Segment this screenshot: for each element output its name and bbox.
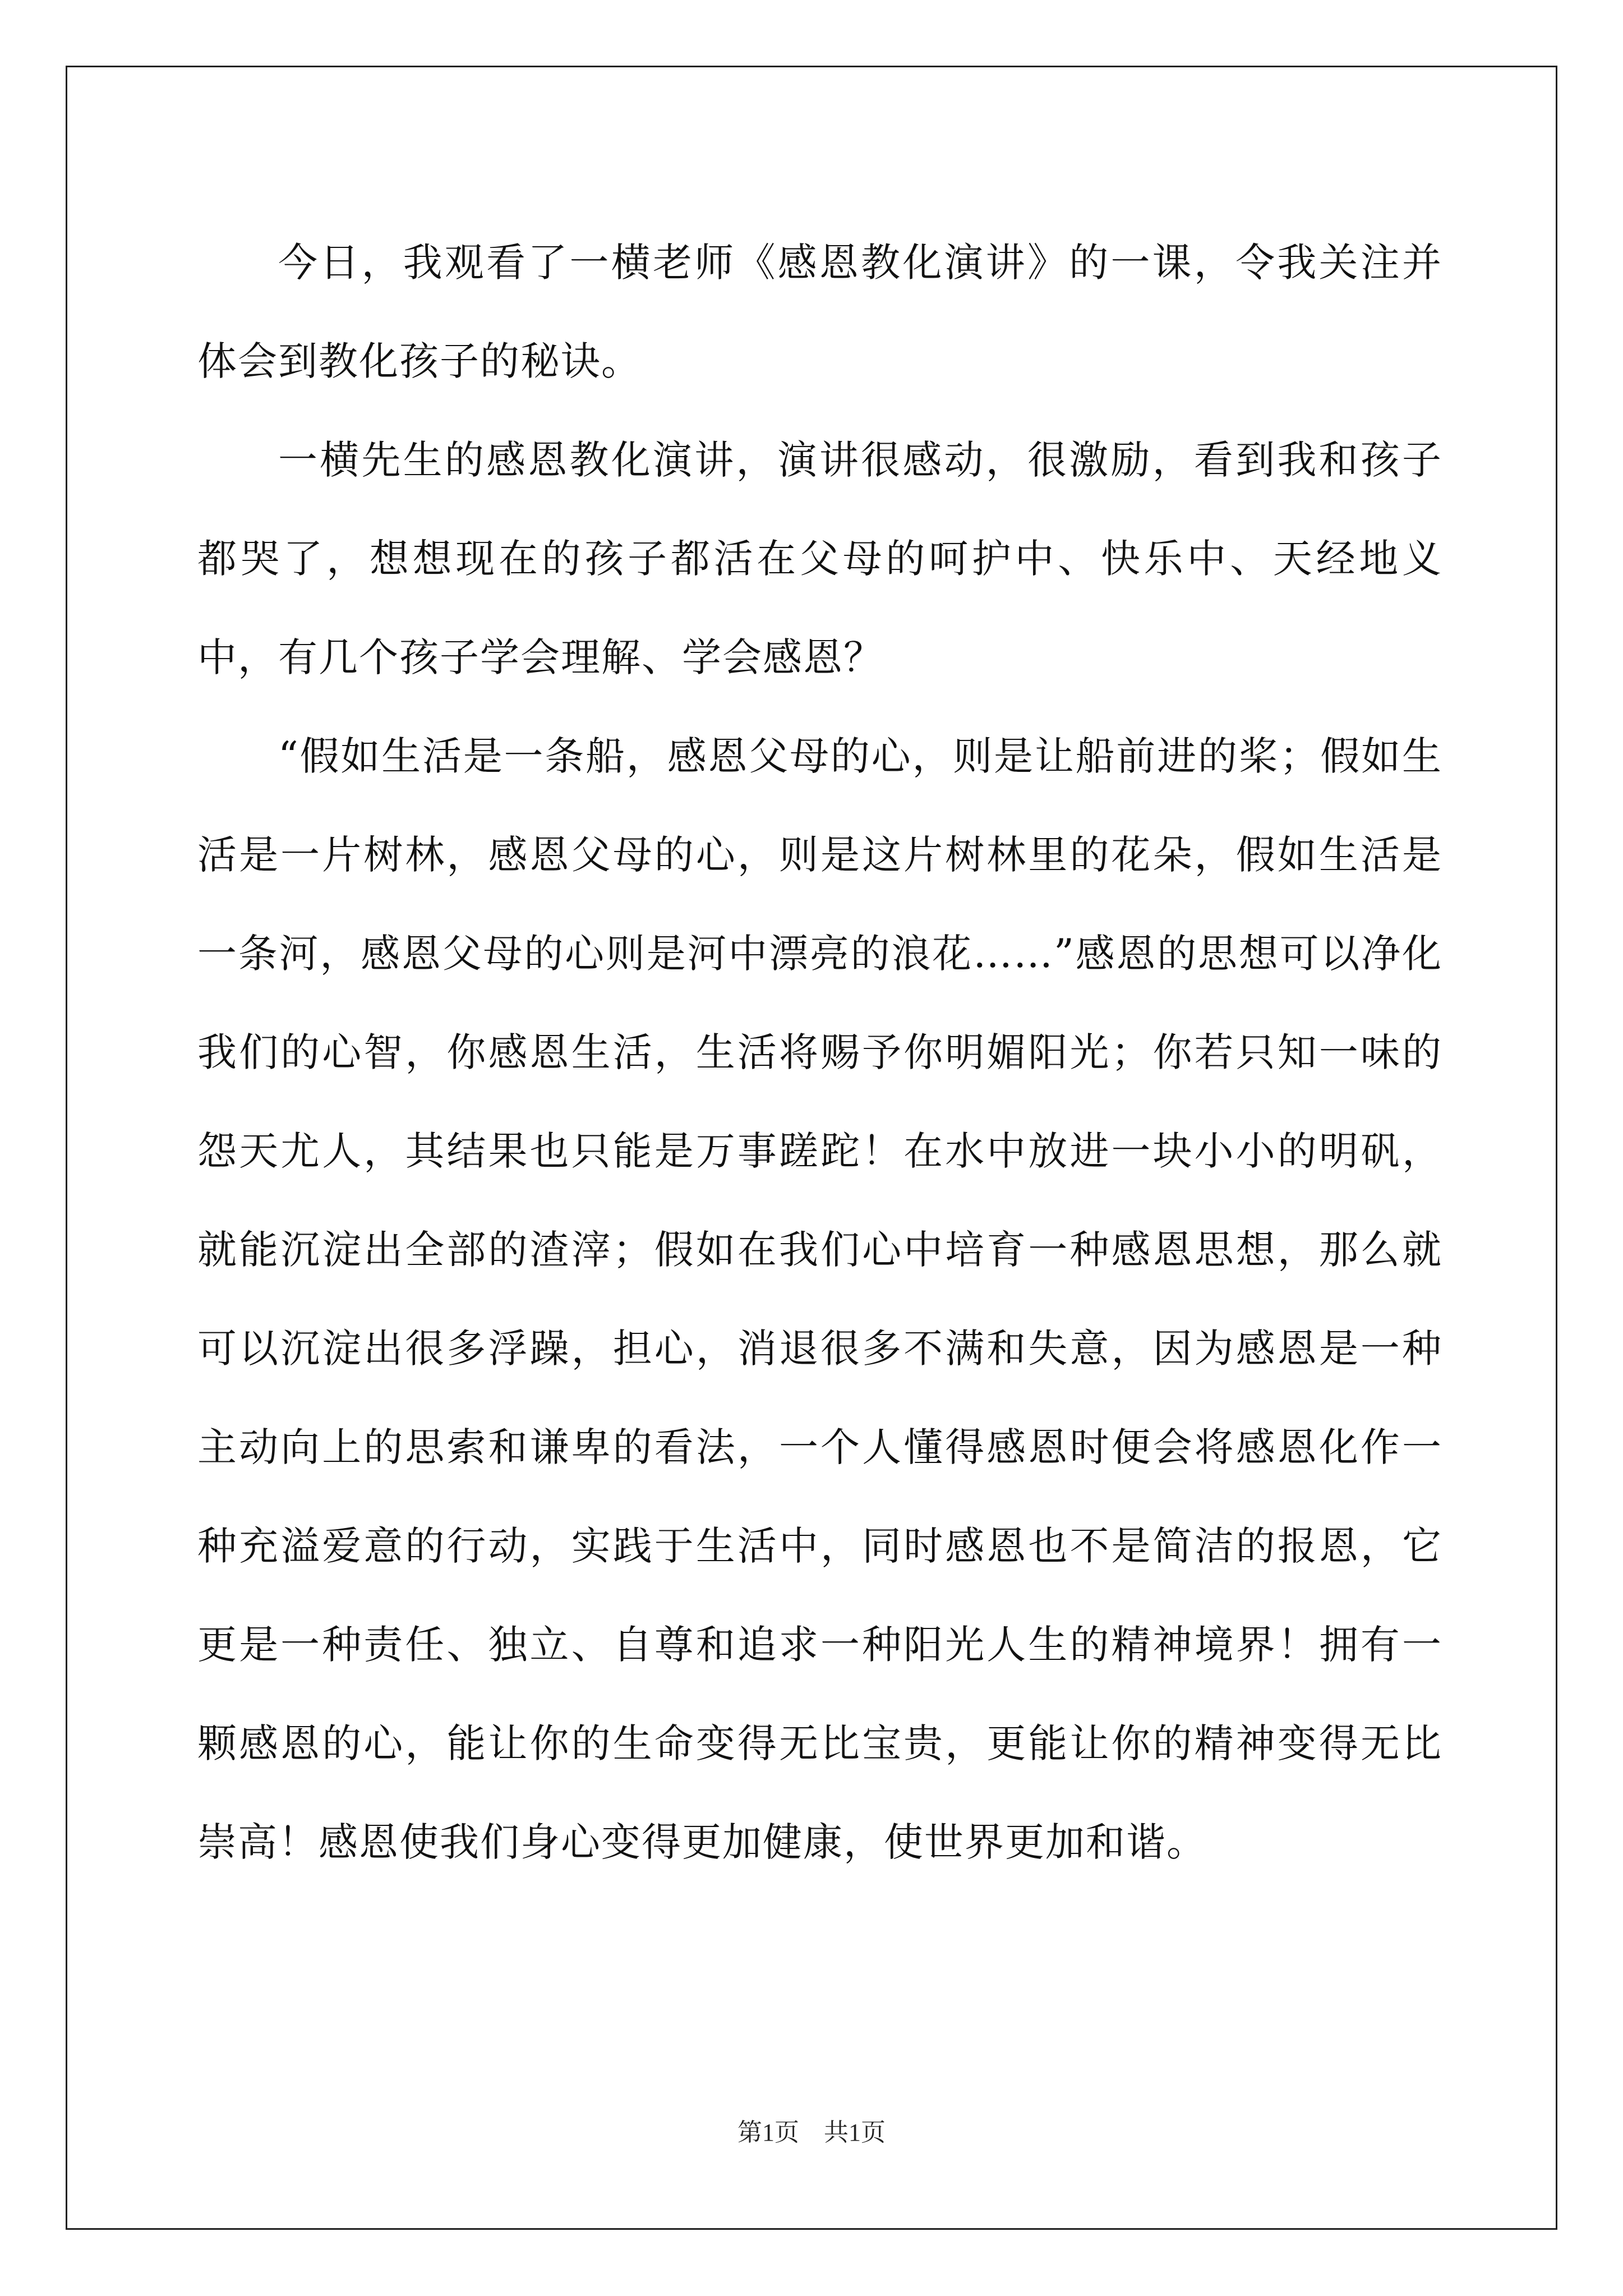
page-number: 第1页	[737, 2119, 799, 2146]
paragraph-3: “假如生活是一条船，感恩父母的心，则是让船前进的桨；假如生活是一片树林，感恩父母的心，则是这片树林里的花朵，假如生活是一条河，感恩父母的心则是河中漂亮的浪花……”感恩的思想可以净化我们的心智，你感恩生活，生活将赐予你明媚阳光；你若只知一味的怨天尤人，其结果也只能是万事蹉跎！在水中放进一块小小的明矾，就能沉淀出全部的渣滓；假如在我们心中培育一种感恩思想，那么就可以沉淀出很多浮躁，担心，消退很多不满和失意，因为感恩是一种主动向上的思索和谦卑的看法，一个人懂得感恩时便会将感恩化作一种充溢爱意的行动，实践于生活中，同时感恩也不是简洁的报恩，它更是一种责任、独立、自尊和追求一种阳光人生的精神境界！拥有一颗感恩的心，能让你的生命变得无比宝贵，更能让你的精神变得无比崇高！感恩使我们身心变得更加健康，使世界更加和谐。	[197, 733, 1442, 1865]
paragraph-2: 一横先生的感恩教化演讲，演讲很感动，很激励，看到我和孩子都哭了，想想现在的孩子都活在父母的呵护中、快乐中、天经地义中，有几个孩子学会理解、学会感恩？	[197, 437, 1442, 680]
page-footer	[0, 2116, 1623, 2150]
page-count: 共1页	[824, 2119, 886, 2146]
paragraph-1: 今日，我观看了一横老师《感恩教化演讲》的一课，令我关注并体会到教化孩子的秘诀。	[197, 240, 1442, 384]
document-body	[197, 213, 1442, 1892]
